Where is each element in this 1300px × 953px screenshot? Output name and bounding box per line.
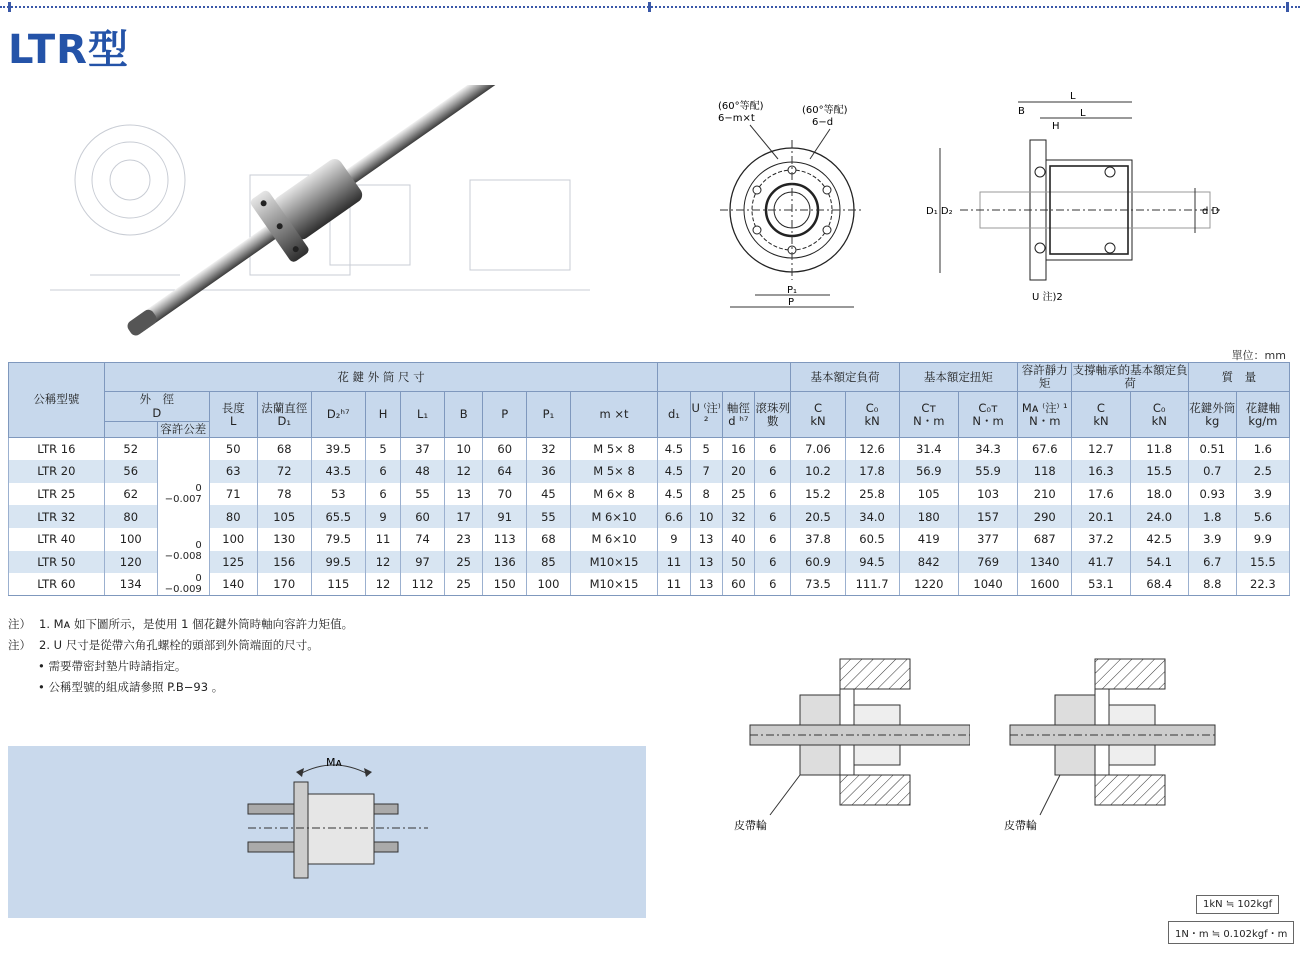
table-cell: 0.7 [1188,460,1236,483]
table-cell: 43.5 [311,460,365,483]
tolerance-cell [157,438,209,461]
table-cell: 15.5 [1236,551,1289,574]
table-cell: 31.4 [899,438,958,461]
table-cell: 3.9 [1236,483,1289,506]
header-h: H [365,392,400,438]
table-cell: 78 [257,483,311,506]
table-cell: M 6× 8 [570,483,658,506]
top-rule-mark [8,2,11,12]
header-bearing-c0: C₀ kN [1130,392,1188,438]
tolerance-upper: 0 [195,573,202,585]
header-group-bearing: 支撐軸承的基本額定負荷 [1072,363,1188,391]
pulley-label-2: 皮帶輪 [1004,819,1037,832]
header-l1: L₁ [401,392,445,438]
table-cell: 13 [690,573,722,596]
table-cell: 4.5 [658,438,690,461]
table-body [9,438,1290,596]
table-cell: 16.3 [1072,460,1130,483]
table-cell: 73.5 [791,573,845,596]
header-ma: Mᴀ ⁽注⁾ ¹ N・m [1018,392,1072,438]
table-cell: 60 [483,438,527,461]
table-cell: 12 [365,551,400,574]
header-p: P [483,392,527,438]
table-cell: 134 [104,573,157,596]
table-cell: 8 [690,483,722,506]
table-cell: 48 [401,460,445,483]
table-cell: 12.7 [1072,438,1130,461]
table-cell: 6 [755,438,791,461]
table-cell: 74 [401,528,445,551]
table-cell: 60.9 [791,551,845,574]
table-cell: 13 [444,483,482,506]
table-cell: 769 [958,551,1017,574]
table-cell: 23 [444,528,482,551]
note-2-tag: 注） [8,638,31,652]
table-cell: 64 [483,460,527,483]
table-cell: 18.0 [1130,483,1188,506]
table-cell: 97 [401,551,445,574]
table-cell: 53.1 [1072,573,1130,596]
table-cell: 25 [444,551,482,574]
table-cell: 68.4 [1130,573,1188,596]
side-dim-dd: d D [1202,206,1220,217]
table-cell: 9.9 [1236,528,1289,551]
table-cell: 55.9 [958,460,1017,483]
notes [8,614,353,698]
table-cell: 11 [658,551,690,574]
table-cell: 56.9 [899,460,958,483]
table-cell: 6 [755,573,791,596]
section-view-drawing [920,88,1240,313]
top-rule-mark [648,2,651,12]
table-cell: 290 [1018,505,1072,528]
side-dim-h: H [1052,121,1060,132]
table-cell: 140 [209,573,257,596]
table-row [9,460,1290,483]
table-cell: 68 [527,528,571,551]
table-cell: 15.2 [791,483,845,506]
table-cell: 1.8 [1188,505,1236,528]
table-cell: 113 [483,528,527,551]
front-view-drawing [700,95,885,320]
table-cell: 103 [958,483,1017,506]
table-cell: 1220 [899,573,958,596]
table-cell: 10.2 [791,460,845,483]
table-cell: 156 [257,551,311,574]
table-cell: 6 [755,460,791,483]
table-cell: 1340 [1018,551,1072,574]
table-cell: 170 [257,573,311,596]
note-2: 2. U 尺寸是從帶六角孔螺栓的頭部到外筒端面的尺寸。 [39,638,319,652]
table-cell: 32 [722,505,754,528]
table-cell: 5 [365,438,400,461]
table-cell: M 6×10 [570,528,658,551]
table-cell: LTR 40 [9,528,105,551]
table-cell: M10×15 [570,573,658,596]
ma-label: Mᴀ [326,756,343,769]
table-cell: 105 [899,483,958,506]
front-dim-p1: P₁ [787,285,798,296]
table-cell: 99.5 [311,551,365,574]
tolerance-upper: 0 [195,539,202,551]
table-cell: 12.6 [845,438,899,461]
header-tol: 容許公差 [157,421,209,437]
table-cell: 3.9 [1188,528,1236,551]
note-bullet-2: • 公稱型號的組成請參照 P.B−93 。 [38,680,224,694]
table-cell: 37.8 [791,528,845,551]
table-cell: 377 [958,528,1017,551]
table-cell: 112 [401,573,445,596]
table-cell: 70 [483,483,527,506]
table-cell: 60 [722,573,754,596]
table-cell: 842 [899,551,958,574]
table-cell: 91 [483,505,527,528]
table-cell: 180 [899,505,958,528]
header-length: 長度 L [209,392,257,438]
front-dim-p: P [788,297,795,308]
conversion-kn: 1kN ≒ 102kgf [1196,895,1279,914]
table-cell: 55 [401,483,445,506]
table-cell: 65.5 [311,505,365,528]
table-cell: 12 [444,460,482,483]
product-photo [30,85,630,345]
table-cell: M10×15 [570,551,658,574]
note-bullet-1: • 需要帶密封墊片時請指定。 [38,659,187,673]
table-cell: 39.5 [311,438,365,461]
table-cell: 0.93 [1188,483,1236,506]
table-cell: 11.8 [1130,438,1188,461]
mounting-example-2 [1000,655,1220,835]
table-cell: 4.5 [658,460,690,483]
table-cell: 25 [722,483,754,506]
front-note-left-2: 6−m×t [718,113,755,124]
tolerance-lower: −0.009 [164,584,202,596]
table-row [9,573,1290,596]
table-cell: 94.5 [845,551,899,574]
table-cell: 32 [527,438,571,461]
header-group-nut: 花 鍵 外 筒 尺 寸 [104,363,658,392]
header-od: 外 徑 D [104,392,209,421]
table-cell: LTR 50 [9,551,105,574]
header-mxt: m ×t [570,392,658,438]
table-cell: 1040 [958,573,1017,596]
table-cell: 80 [209,505,257,528]
table-cell: LTR 20 [9,460,105,483]
table-cell: 136 [483,551,527,574]
table-cell: M 5× 8 [570,460,658,483]
header-ct: Cᴛ N・m [899,392,958,438]
page-title: LTR型 [8,27,129,73]
table-cell: 54.1 [1130,551,1188,574]
table-cell: 5 [690,438,722,461]
table-cell: 72 [257,460,311,483]
table-row [9,528,1290,551]
header-c: C kN [791,392,845,438]
table-cell: 37.2 [1072,528,1130,551]
table-cell: 10 [690,505,722,528]
table-cell: 20.1 [1072,505,1130,528]
header-group-torque: 基本額定扭矩 [899,363,1018,392]
header-bearing-c: C kN [1072,392,1130,438]
table-cell: 100 [209,528,257,551]
note-1-tag: 注） [8,617,31,631]
table-row [9,438,1290,461]
mounting-example-1 [730,655,970,835]
specification-table [8,362,1290,596]
table-cell: LTR 16 [9,438,105,461]
table-cell: 118 [1018,460,1072,483]
table-cell: 6 [755,528,791,551]
table-cell: LTR 25 [9,483,105,506]
table-cell: 37 [401,438,445,461]
table-cell: 24.0 [1130,505,1188,528]
table-cell: 157 [958,505,1017,528]
table-cell: 20.5 [791,505,845,528]
header-model: 公稱型號 [9,363,105,438]
table-cell: 6.6 [658,505,690,528]
table-cell: 4.5 [658,483,690,506]
tolerance-lower: −0.008 [164,550,202,562]
table-cell: 12 [365,573,400,596]
table-cell: 0.51 [1188,438,1236,461]
header-shaft: 軸徑 d ʰ⁷ [722,392,754,438]
table-cell: LTR 60 [9,573,105,596]
table-cell: 56 [104,460,157,483]
table-cell: 419 [899,528,958,551]
table-cell: 111.7 [845,573,899,596]
table-cell: 36 [527,460,571,483]
table-cell: 34.3 [958,438,1017,461]
table-cell: 11 [658,573,690,596]
table-cell: M 6×10 [570,505,658,528]
moment-diagram-panel [8,746,646,918]
table-cell: LTR 32 [9,505,105,528]
table-cell: 100 [527,573,571,596]
tolerance-cell [157,460,209,528]
note-1: 1. Mᴀ 如下圖所示，是使用 1 個花鍵外筒時軸向容許力矩值。 [39,617,354,631]
table-cell: 1600 [1018,573,1072,596]
table-cell: 13 [690,551,722,574]
table-cell: 34.0 [845,505,899,528]
table-cell: 120 [104,551,157,574]
tolerance-upper: 0 [195,483,202,495]
table-cell: 15.5 [1130,460,1188,483]
tolerance-cell [157,528,209,573]
table-cell: 67.6 [1018,438,1072,461]
header-od-blank [104,421,157,437]
table-cell: 50 [209,438,257,461]
header-b: B [444,392,482,438]
header-d1: d₁ [658,392,690,438]
side-dim-d1d2: D₁ D₂ [926,206,953,217]
header-rows: 滾珠列數 [755,392,791,438]
table-cell: 6 [755,483,791,506]
side-dim-b: B [1018,106,1025,117]
header-mass-nut: 花鍵外筒 kg [1188,392,1236,438]
header-group-static: 容許靜力矩 [1018,363,1072,392]
table-cell: 6 [755,505,791,528]
header-group-mass: 質 量 [1188,363,1289,392]
tolerance-lower: −0.007 [164,494,202,506]
side-dim-l: L [1070,91,1076,102]
pulley-label-1: 皮帶輪 [734,819,767,832]
table-cell: 25 [444,573,482,596]
table-cell: 60.5 [845,528,899,551]
table-cell: 10 [444,438,482,461]
table-cell: 41.7 [1072,551,1130,574]
table-cell: 9 [365,505,400,528]
header-cot: C₀ᴛ N・m [958,392,1017,438]
table-cell: 22.3 [1236,573,1289,596]
table-cell: 52 [104,438,157,461]
table-cell: 7 [690,460,722,483]
table-cell: 42.5 [1130,528,1188,551]
table-cell: 68 [257,438,311,461]
top-rule-mark [1286,2,1289,12]
table-cell: M 5× 8 [570,438,658,461]
table-cell: 100 [104,528,157,551]
table-cell: 85 [527,551,571,574]
table-cell: 130 [257,528,311,551]
table-cell: 80 [104,505,157,528]
table-cell: 79.5 [311,528,365,551]
table-cell: 63 [209,460,257,483]
table-cell: 6 [755,551,791,574]
table-cell: 1.6 [1236,438,1289,461]
table-cell: 17.6 [1072,483,1130,506]
table-cell: 50 [722,551,754,574]
table-cell: 687 [1018,528,1072,551]
side-dim-l1: L [1080,108,1086,119]
table-cell: 105 [257,505,311,528]
table-cell: 2.5 [1236,460,1289,483]
table-cell: 17 [444,505,482,528]
table-cell: 11 [365,528,400,551]
table-cell: 150 [483,573,527,596]
tolerance-cell [157,573,209,596]
table-cell: 7.06 [791,438,845,461]
header-flange: 法蘭直徑 D₁ [257,392,311,438]
header-group-load: 基本額定負荷 [791,363,899,392]
table-cell: 13 [690,528,722,551]
conversion-nm: 1N・m ≒ 0.102kgf・m [1168,921,1294,944]
table-cell: 5.6 [1236,505,1289,528]
table-cell: 17.8 [845,460,899,483]
table-cell: 55 [527,505,571,528]
table-cell: 9 [658,528,690,551]
header-mass-shaft: 花鍵軸 kg/m [1236,392,1289,438]
front-note-left-1: (60°等配) [718,101,764,112]
table-cell: 6 [365,483,400,506]
table-cell: 20 [722,460,754,483]
table-cell: 40 [722,528,754,551]
header-u: U ⁽注⁾ ² [690,392,722,438]
front-note-right-2: 6−d [812,117,834,128]
header-c0: C₀ kN [845,392,899,438]
header-d2: D₂ʰ⁷ [311,392,365,438]
table-cell: 60 [401,505,445,528]
table-cell: 45 [527,483,571,506]
table-cell: 71 [209,483,257,506]
front-note-right-1: (60°等配) [802,105,848,116]
table-cell: 115 [311,573,365,596]
table-cell: 62 [104,483,157,506]
side-dim-u: U 注)2 [1032,292,1063,303]
table-cell: 25.8 [845,483,899,506]
units-label: 單位：mm [1231,349,1286,362]
table-cell: 125 [209,551,257,574]
table-cell: 53 [311,483,365,506]
table-cell: 6.7 [1188,551,1236,574]
header-p1: P₁ [527,392,571,438]
table-cell: 8.8 [1188,573,1236,596]
header-group-blank [658,363,791,392]
table-cell: 210 [1018,483,1072,506]
table-cell: 16 [722,438,754,461]
table-cell: 6 [365,460,400,483]
